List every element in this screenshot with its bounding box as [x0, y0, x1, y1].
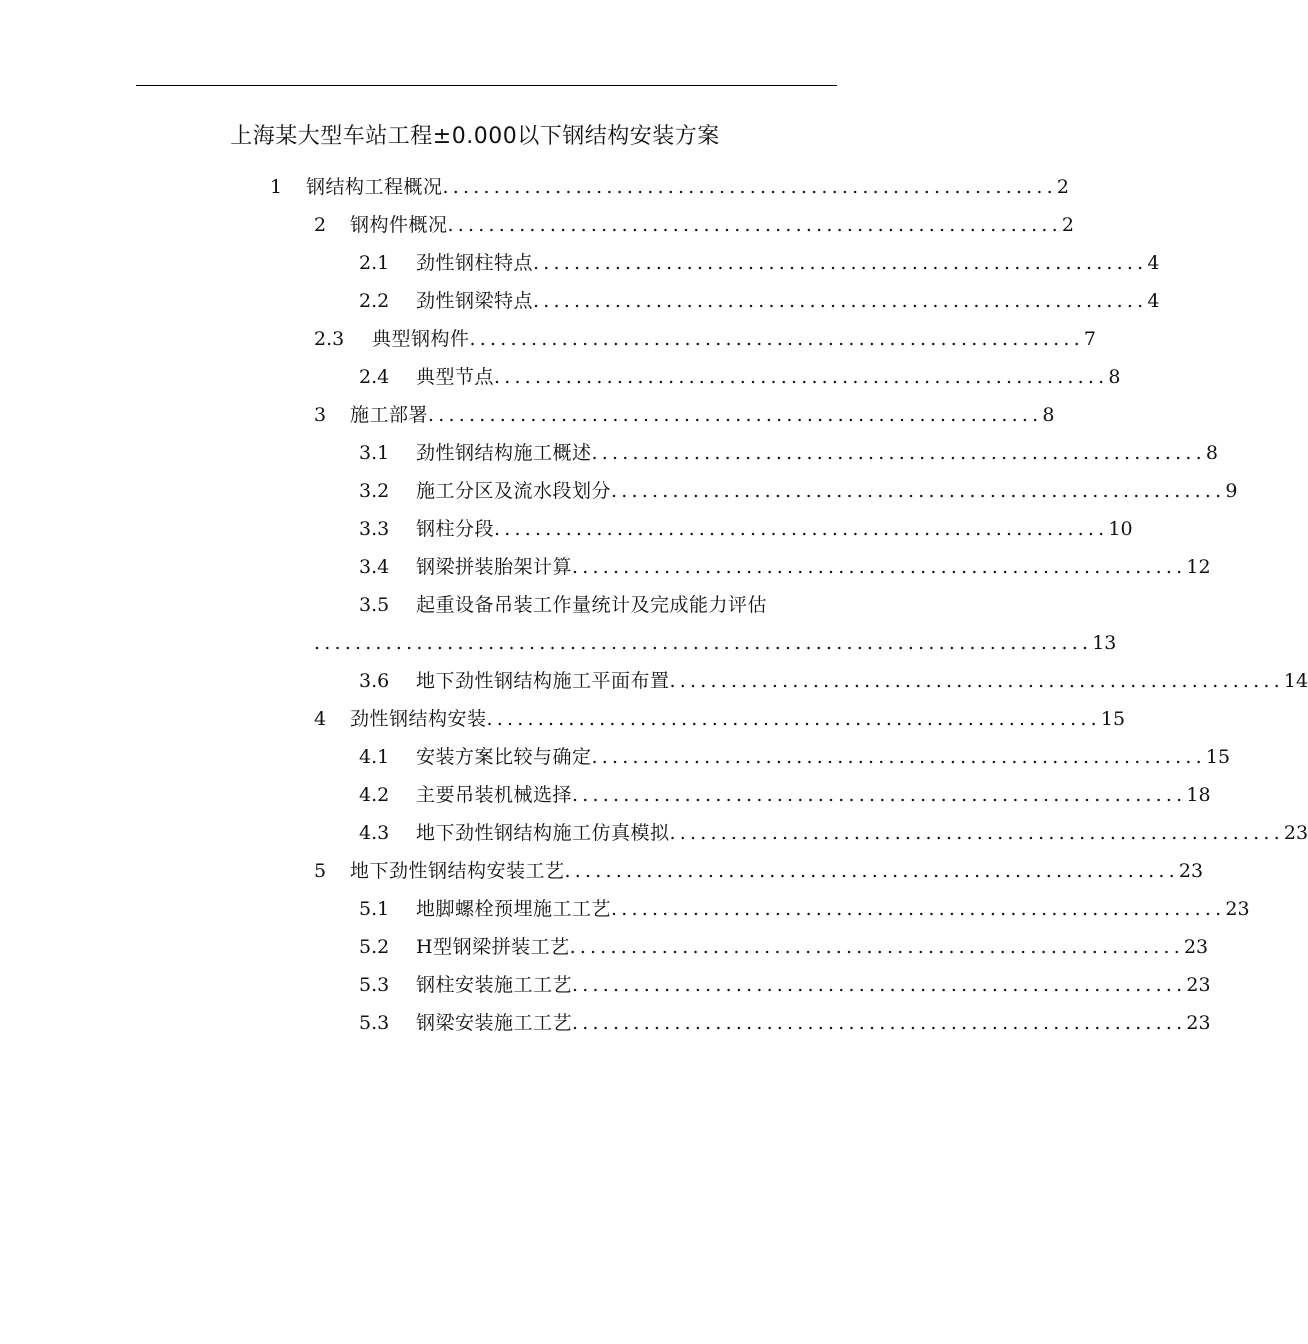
toc-entry-label: 典型钢构件 [372, 328, 470, 350]
toc-entry[interactable] [359, 776, 1211, 814]
toc-entry-label: 主要吊装机械选择 [416, 784, 573, 806]
toc-entry[interactable] [359, 548, 1211, 586]
toc-entry[interactable] [314, 320, 1096, 358]
toc-entry-number: 3.5 [359, 594, 390, 616]
toc-leader-dots: ............................................................ [486, 708, 1101, 730]
toc-entry-page: 15 [1100, 708, 1126, 730]
toc-entry-page: 18 [1186, 784, 1211, 806]
toc-leader-dots: ............................................................ [442, 176, 1057, 198]
toc-entry[interactable] [359, 662, 1308, 700]
toc-entry-label: 起重设备吊装工作量统计及完成能力评估 [416, 594, 768, 616]
toc-entry-label: 劲性钢结构安装 [350, 708, 487, 730]
toc-leader-dots: ............................................................ [569, 936, 1184, 958]
toc-entry-label: 钢柱分段 [416, 518, 495, 540]
toc-entry-number: 5 [314, 860, 327, 882]
toc-entry-page: 15 [1205, 746, 1231, 768]
toc-entry-number: 2.1 [359, 252, 390, 274]
toc-entry[interactable] [314, 396, 1055, 434]
toc-entry-number: 2 [314, 214, 327, 236]
toc-leader-dots: ............................................................ [669, 670, 1284, 692]
toc-entry-page: 12 [1186, 556, 1211, 578]
toc-leader-dots: ............................................................ [611, 480, 1226, 502]
toc-entry-page: 23 [1283, 822, 1308, 844]
toc-entry[interactable] [359, 282, 1160, 320]
toc-entry-page: 23 [1186, 974, 1211, 996]
toc-entry-number: 4.2 [359, 784, 390, 806]
toc-entry-page: 2 [1056, 176, 1069, 198]
toc-entry-label: 劲性钢柱特点 [416, 252, 534, 274]
toc-entry[interactable] [359, 890, 1250, 928]
toc-entry-page: 23 [1225, 898, 1250, 920]
toc-leader-dots: ............................................................ [572, 784, 1187, 806]
toc-entry[interactable] [359, 814, 1308, 852]
toc-leader-dots: ............................................................ [494, 518, 1109, 540]
toc-entry[interactable] [314, 206, 1074, 244]
toc-entry-label: H型钢梁拼装工艺 [416, 936, 570, 958]
document-title: 上海某大型车站工程±0.000以下钢结构安装方案 [230, 124, 720, 149]
toc-entry[interactable] [359, 472, 1238, 510]
toc-entry-number: 3.6 [359, 670, 390, 692]
toc-leader-dots: ............................................................ [591, 746, 1206, 768]
toc-entry-number: 2.4 [359, 366, 390, 388]
toc-entry-number: 3.4 [359, 556, 390, 578]
toc-entry-label: 钢梁拼装胎架计算 [416, 556, 573, 578]
toc-entry[interactable] [359, 358, 1121, 396]
toc-entry-page: 23 [1178, 860, 1204, 882]
toc-entry[interactable] [359, 1004, 1211, 1042]
toc-entry-number: 5.2 [359, 936, 390, 958]
toc-entry[interactable] [314, 852, 1204, 890]
toc-entry-number: 4.1 [359, 746, 390, 768]
toc-entry-page: 2 [1061, 214, 1074, 236]
toc-entry[interactable] [270, 168, 1069, 206]
toc-leader-dots: ............................................................ [447, 214, 1062, 236]
toc-entry-page: 10 [1108, 518, 1133, 540]
toc-leader-dots: ............................................................ [469, 328, 1084, 350]
toc-entry-label: 地下劲性钢结构施工仿真模拟 [416, 822, 670, 844]
toc-entry-label: 劲性钢梁特点 [416, 290, 534, 312]
toc-entry-label: 劲性钢结构施工概述 [416, 442, 592, 464]
toc-entry-page: 23 [1186, 1012, 1211, 1034]
toc-entry-continuation[interactable] [314, 624, 1117, 662]
toc-leader-dots: ............................................................ [494, 366, 1109, 388]
toc-entry-label: 钢柱安装施工工艺 [416, 974, 573, 996]
toc-entry-number: 4 [314, 708, 327, 730]
toc-entry-number: 5.1 [359, 898, 390, 920]
toc-entry-label: 钢梁安装施工工艺 [416, 1012, 573, 1034]
toc-leader-dots: ............................................................ [591, 442, 1206, 464]
toc-entry[interactable] [359, 928, 1209, 966]
toc-entry[interactable] [359, 586, 837, 624]
toc-entry-label: 安装方案比较与确定 [416, 746, 592, 768]
toc-entry-page: 7 [1083, 328, 1096, 350]
toc-leader-dots: ............................................................ [572, 974, 1187, 996]
toc-leader-dots: ............................................................ [669, 822, 1284, 844]
toc-entry-label: 钢结构工程概况 [306, 176, 443, 198]
toc-entry-number: 2.3 [314, 328, 345, 350]
toc-leader-dots: ............................................................................ [314, 632, 1093, 654]
toc-entry-label: 钢构件概况 [350, 214, 448, 236]
toc-entry-label: 地下劲性钢结构安装工艺 [350, 860, 565, 882]
toc-entry-label: 地下劲性钢结构施工平面布置 [416, 670, 670, 692]
toc-entry-number: 4.3 [359, 822, 390, 844]
toc-entry-number: 2.2 [359, 290, 390, 312]
toc-entry-page: 4 [1147, 252, 1160, 274]
toc-entry[interactable] [359, 434, 1218, 472]
toc-entry-number: 1 [270, 176, 283, 198]
toc-leader-dots: ............................................................ [572, 556, 1187, 578]
toc-leader-dots: ............................................................ [572, 1012, 1187, 1034]
toc-entry-page: 14 [1283, 670, 1308, 692]
toc-entry-page: 4 [1147, 290, 1160, 312]
toc-entry-number: 5.3 [359, 974, 390, 996]
toc-entry[interactable] [359, 738, 1231, 776]
toc-entry-number: 3.1 [359, 442, 390, 464]
toc-entry-page: 23 [1183, 936, 1209, 958]
toc-entry-page: 13 [1092, 632, 1117, 654]
toc-entry-page: 9 [1225, 480, 1238, 502]
toc-leader-dots: ............................................................ [611, 898, 1226, 920]
toc-entry-number: 3.3 [359, 518, 390, 540]
toc-leader-dots: ............................................................ [533, 252, 1148, 274]
toc-entry-label: 施工部署 [350, 404, 429, 426]
toc-entry[interactable] [314, 700, 1126, 738]
toc-entry-label: 施工分区及流水段划分 [416, 480, 612, 502]
toc-entry-number: 3.2 [359, 480, 390, 502]
toc-entry-number: 3 [314, 404, 327, 426]
toc-entry[interactable] [359, 966, 1211, 1004]
toc-entry[interactable] [359, 244, 1160, 282]
toc-leader-dots: ............................................................ [533, 290, 1148, 312]
toc-entry-label: 典型节点 [416, 366, 495, 388]
toc-entry-page: 8 [1205, 442, 1218, 464]
header-rule [136, 85, 837, 86]
toc-entry[interactable] [359, 510, 1133, 548]
toc-entry-label: 地脚螺栓预埋施工工艺 [416, 898, 612, 920]
toc-leader-dots: ............................................................ [564, 860, 1179, 882]
toc-entry-page: 8 [1108, 366, 1121, 388]
toc-leader-dots: ............................................................ [428, 404, 1043, 426]
toc-entry-number: 5.3 [359, 1012, 390, 1034]
toc-entry-page: 8 [1042, 404, 1055, 426]
